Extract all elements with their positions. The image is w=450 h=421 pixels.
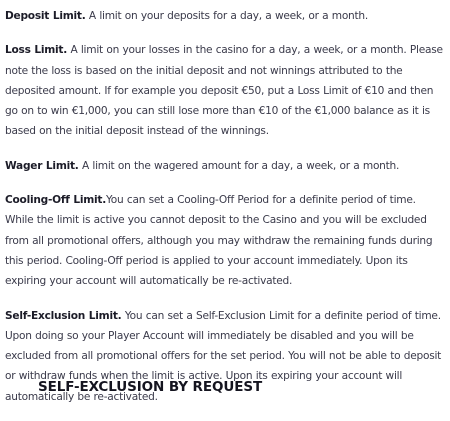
- cooling-off-limit-text: You can set a Cooling-Off Period for a definite period of time. While the limit is active you cannot deposit to the Casino and you will be excluded from all promotional offers, although you may withdraw the remaining funds during this period. Cooling-Off period is applied to your account immediately. Upon its expiring your account will automatically be re-activated.: [5, 194, 433, 288]
- self-exclusion-limit-text: You can set a Self-Exclusion Limit for a definite period of time. Upon doing so your Player Account will immediately be disabled and you will be excluded from all promotional offers for the set period. You will not be able to deposit or withdraw funds when the limit is active. Upon its expiring your account will automatically be re-activated.: [5, 309, 442, 403]
- cooling-off-limit-term: Cooling-Off Limit.: [5, 194, 106, 207]
- wager-limit-term: Wager Limit.: [5, 159, 79, 172]
- deposit-limit-paragraph: [5, 6, 447, 26]
- deposit-limit-term: Deposit Limit.: [5, 10, 86, 22]
- loss-limit-paragraph: [5, 40, 447, 141]
- wager-limit-text: A limit on the wagered amount for a day, a week, or a month.: [78, 159, 400, 172]
- loss-limit-term: Loss Limit.: [5, 44, 68, 57]
- self-exclusion-by-request-heading: SELF-EXCLUSION BY REQUEST: [38, 379, 263, 395]
- deposit-limit-text: A limit on your deposits for a day, a week, or a month.: [85, 10, 368, 22]
- loss-limit-text: A limit on your losses in the casino for a day, a week, or a month. Please note the loss is based on the initial deposit and not winnings attributed to the deposited amount. If for example you deposit €50, put a Loss Limit of €10 and then go on to win €1,000, you can still lose more than €10 of the €1,000 balance as it is based on the initial deposit instead of the winnings.: [5, 44, 443, 138]
- self-exclusion-limit-term: Self-Exclusion Limit.: [5, 309, 122, 322]
- cooling-off-limit-paragraph: [5, 190, 447, 291]
- limits-content: [5, 6, 447, 421]
- wager-limit-paragraph: [5, 156, 447, 176]
